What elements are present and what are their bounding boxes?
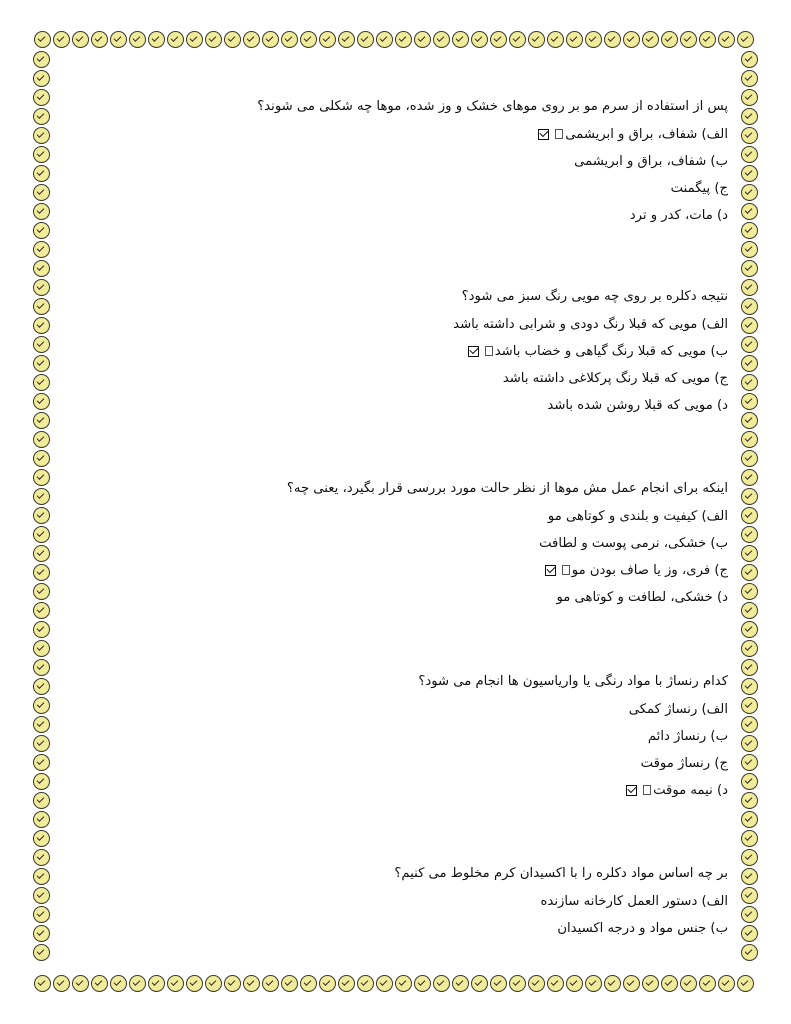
page-border-right (741, 50, 758, 962)
clock-icon (33, 849, 50, 866)
clock-icon (33, 222, 50, 239)
clock-icon (737, 975, 754, 992)
clock-icon (471, 31, 488, 48)
clock-icon (741, 697, 758, 714)
clock-icon (741, 545, 758, 562)
clock-icon (91, 975, 108, 992)
clock-icon (741, 621, 758, 638)
clock-icon (33, 659, 50, 676)
clock-icon (33, 469, 50, 486)
clock-icon (33, 526, 50, 543)
clock-icon (34, 31, 51, 48)
clock-icon (741, 450, 758, 467)
clock-icon (741, 640, 758, 657)
square-glyph (555, 129, 563, 139)
clock-icon (741, 488, 758, 505)
clock-icon (741, 678, 758, 695)
clock-icon (33, 146, 50, 163)
clock-icon (414, 975, 431, 992)
question-block (60, 95, 728, 231)
clock-icon (741, 393, 758, 410)
clock-icon (433, 31, 450, 48)
clock-icon (33, 602, 50, 619)
page-border-bottom (33, 975, 755, 992)
answer-option[interactable]: ب) رنساژ دائم (647, 729, 728, 744)
clock-icon (300, 975, 317, 992)
clock-icon (33, 507, 50, 524)
clock-icon (186, 975, 203, 992)
page-border-top (33, 31, 755, 48)
clock-icon (741, 602, 758, 619)
clock-icon (741, 507, 758, 524)
clock-icon (680, 31, 697, 48)
clock-icon (642, 975, 659, 992)
square-glyph (562, 565, 570, 575)
clock-icon (33, 811, 50, 828)
clock-icon (741, 165, 758, 182)
clock-icon (338, 31, 355, 48)
clock-icon (741, 431, 758, 448)
clock-icon (741, 716, 758, 733)
clock-icon (741, 317, 758, 334)
clock-icon (741, 89, 758, 106)
clock-icon (741, 374, 758, 391)
clock-icon (167, 31, 184, 48)
clock-icon (741, 127, 758, 144)
clock-icon (319, 975, 336, 992)
clock-icon (741, 412, 758, 429)
clock-icon (91, 31, 108, 48)
clock-icon (741, 241, 758, 258)
clock-icon (741, 203, 758, 220)
clock-icon (33, 393, 50, 410)
clock-icon (33, 70, 50, 87)
clock-icon (566, 31, 583, 48)
clock-icon (741, 754, 758, 771)
clock-icon (300, 31, 317, 48)
question-block (60, 862, 728, 944)
clock-icon (34, 975, 51, 992)
clock-icon (741, 944, 758, 961)
clock-icon (490, 975, 507, 992)
checkmark-icon (538, 129, 549, 140)
clock-icon (33, 89, 50, 106)
clock-icon (741, 583, 758, 600)
clock-icon (547, 975, 564, 992)
answer-option[interactable]: الف) رنساژ کمکی (628, 702, 728, 717)
clock-icon (33, 697, 50, 714)
clock-icon (33, 241, 50, 258)
answer-option[interactable]: ب) خشکی، نرمی پوست و لطافت (539, 536, 728, 551)
clock-icon (281, 31, 298, 48)
clock-icon (33, 336, 50, 353)
clock-icon (741, 773, 758, 790)
checkmark-icon (545, 565, 556, 576)
clock-icon (741, 336, 758, 353)
clock-icon (205, 31, 222, 48)
answer-option[interactable]: ب) جنس مواد و درجه اکسیدان (557, 921, 728, 936)
clock-icon (33, 564, 50, 581)
clock-icon (33, 716, 50, 733)
answer-option[interactable]: ج) مویی که قبلا رنگ پرکلاغی داشته باشد (502, 371, 728, 386)
clock-icon (357, 975, 374, 992)
clock-icon (33, 735, 50, 752)
clock-icon (338, 975, 355, 992)
clock-icon (528, 31, 545, 48)
answer-option[interactable]: ج) فری، وز یا صاف بودن مو (60, 559, 728, 586)
clock-icon (148, 975, 165, 992)
clock-icon (737, 31, 754, 48)
clock-icon (718, 975, 735, 992)
clock-icon (528, 975, 545, 992)
clock-icon (471, 975, 488, 992)
clock-icon (33, 754, 50, 771)
clock-icon (452, 975, 469, 992)
clock-icon (33, 925, 50, 942)
answer-option[interactable]: الف) مویی که قبلا رنگ دودی و شرابی داشته باشد (453, 317, 728, 332)
clock-icon (741, 108, 758, 125)
clock-icon (33, 184, 50, 201)
clock-icon (72, 31, 89, 48)
clock-icon (33, 450, 50, 467)
clock-icon (680, 975, 697, 992)
clock-icon (741, 735, 758, 752)
page-border-left (33, 50, 50, 962)
clock-icon (129, 975, 146, 992)
clock-icon (642, 31, 659, 48)
clock-icon (395, 31, 412, 48)
clock-icon (33, 906, 50, 923)
clock-icon (243, 31, 260, 48)
clock-icon (741, 526, 758, 543)
clock-icon (243, 975, 260, 992)
square-glyph (643, 785, 651, 795)
clock-icon (741, 925, 758, 942)
clock-icon (741, 70, 758, 87)
clock-icon (741, 51, 758, 68)
clock-icon (741, 184, 758, 201)
clock-icon (741, 146, 758, 163)
question-text: بر چه اساس مواد دکلره را با اکسیدان کرم مخلوط می کنیم؟ (394, 866, 728, 881)
clock-icon (585, 975, 602, 992)
clock-icon (741, 887, 758, 904)
clock-icon (741, 298, 758, 315)
clock-icon (547, 31, 564, 48)
clock-icon (319, 31, 336, 48)
clock-icon (33, 51, 50, 68)
clock-icon (205, 975, 222, 992)
clock-icon (33, 868, 50, 885)
clock-icon (281, 975, 298, 992)
answer-option[interactable]: ج) پیگمنت (670, 181, 728, 196)
clock-icon (110, 975, 127, 992)
clock-icon (33, 203, 50, 220)
clock-icon (741, 659, 758, 676)
clock-icon (741, 906, 758, 923)
clock-icon (741, 849, 758, 866)
answer-option[interactable]: د) مات، کدر و ترد (629, 208, 728, 223)
clock-icon (53, 31, 70, 48)
question-block (60, 477, 728, 613)
square-glyph (485, 346, 493, 356)
clock-icon (33, 640, 50, 657)
clock-icon (148, 31, 165, 48)
clock-icon (741, 355, 758, 372)
clock-icon (33, 374, 50, 391)
clock-icon (741, 792, 758, 809)
clock-icon (585, 31, 602, 48)
clock-icon (167, 975, 184, 992)
clock-icon (33, 279, 50, 296)
clock-icon (33, 621, 50, 638)
clock-icon (509, 31, 526, 48)
question-text: اینکه برای انجام عمل مش موها از نظر حالت مورد بررسی قرار بگیرد، یعنی چه؟ (286, 481, 728, 496)
clock-icon (741, 469, 758, 486)
clock-icon (33, 944, 50, 961)
clock-icon (262, 975, 279, 992)
question-text: کدام رنساژ با مواد رنگی یا واریاسیون ها انجام می شود؟ (418, 674, 728, 689)
answer-option[interactable]: الف) کیفیت و بلندی و کوتاهی مو (547, 509, 728, 524)
clock-icon (262, 31, 279, 48)
clock-icon (623, 31, 640, 48)
clock-icon (661, 31, 678, 48)
clock-icon (186, 31, 203, 48)
clock-icon (33, 260, 50, 277)
clock-icon (129, 31, 146, 48)
clock-icon (718, 31, 735, 48)
answer-option[interactable]: ج) رنساژ موقت (640, 756, 728, 771)
clock-icon (33, 830, 50, 847)
question-text: پس از استفاده از سرم مو بر روی موهای خشک و وز شده، موها چه شکلی می شوند؟ (257, 99, 728, 114)
answer-option[interactable]: الف) دستور العمل کارخانه سازنده (540, 894, 728, 909)
clock-icon (509, 975, 526, 992)
clock-icon (33, 298, 50, 315)
clock-icon (376, 975, 393, 992)
clock-icon (72, 975, 89, 992)
answer-option[interactable]: ب) مویی که قبلا رنگ گیاهی و خضاب باشد (60, 340, 728, 367)
clock-icon (33, 165, 50, 182)
question-text: نتیجه دکلره بر روی چه مویی رنگ سبز می شود؟ (461, 289, 728, 304)
clock-icon (623, 975, 640, 992)
clock-icon (741, 222, 758, 239)
clock-icon (33, 317, 50, 334)
clock-icon (490, 31, 507, 48)
clock-icon (33, 488, 50, 505)
clock-icon (33, 773, 50, 790)
clock-icon (33, 127, 50, 144)
question-block (60, 670, 728, 806)
clock-icon (33, 887, 50, 904)
answer-option[interactable]: د) خشکی، لطافت و کوتاهی مو (556, 590, 728, 605)
clock-icon (741, 564, 758, 581)
clock-icon (661, 975, 678, 992)
clock-icon (376, 31, 393, 48)
clock-icon (110, 31, 127, 48)
question-block (60, 285, 728, 421)
clock-icon (395, 975, 412, 992)
clock-icon (414, 31, 431, 48)
clock-icon (33, 792, 50, 809)
clock-icon (53, 975, 70, 992)
clock-icon (357, 31, 374, 48)
clock-icon (33, 583, 50, 600)
clock-icon (33, 431, 50, 448)
clock-icon (33, 545, 50, 562)
answer-option[interactable]: الف) شفاف، براق و ابریشمی (60, 123, 728, 150)
clock-icon (452, 31, 469, 48)
answer-option[interactable]: ب) شفاف، براق و ابریشمی (574, 154, 728, 169)
clock-icon (566, 975, 583, 992)
clock-icon (699, 975, 716, 992)
checkmark-icon (626, 785, 637, 796)
clock-icon (741, 279, 758, 296)
clock-icon (741, 260, 758, 277)
clock-icon (741, 830, 758, 847)
checkmark-icon (468, 346, 479, 357)
clock-icon (224, 31, 241, 48)
answer-option[interactable]: د) نیمه موقت (60, 779, 728, 806)
clock-icon (33, 412, 50, 429)
answer-option[interactable]: د) مویی که قبلا روشن شده باشد (547, 398, 728, 413)
clock-icon (33, 678, 50, 695)
clock-icon (433, 975, 450, 992)
clock-icon (33, 108, 50, 125)
clock-icon (699, 31, 716, 48)
clock-icon (224, 975, 241, 992)
clock-icon (741, 811, 758, 828)
clock-icon (604, 975, 621, 992)
clock-icon (33, 355, 50, 372)
clock-icon (741, 868, 758, 885)
clock-icon (604, 31, 621, 48)
